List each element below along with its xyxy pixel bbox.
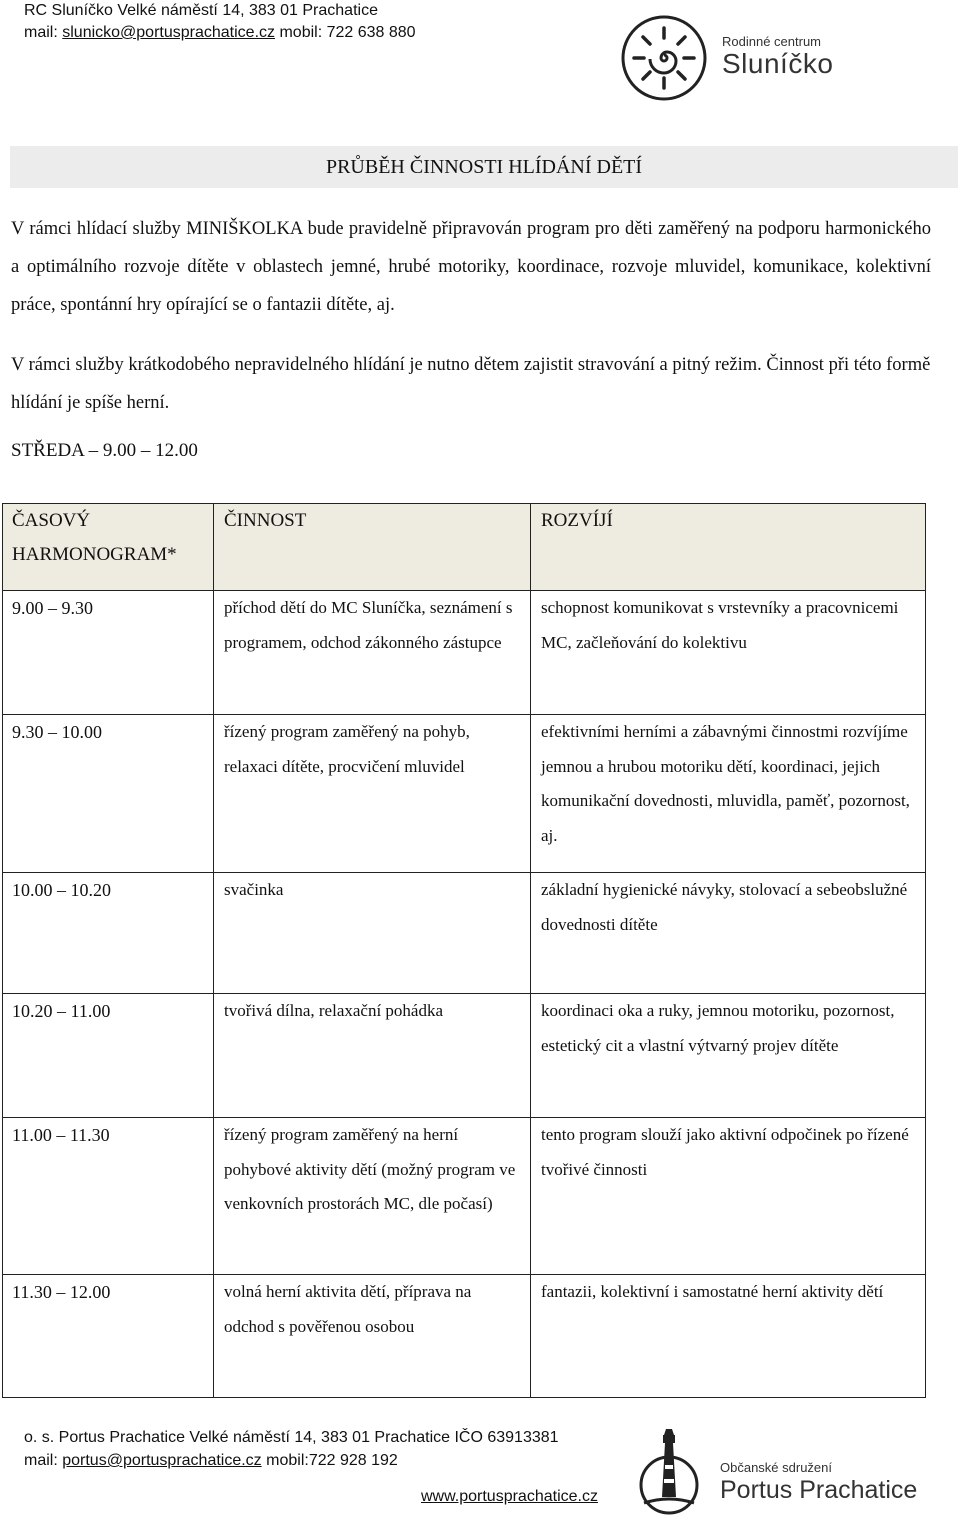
row-time: 11.00 – 11.30 — [3, 1118, 214, 1275]
row-develops: koordinaci oka a ruky, jemnou motoriku, pozornost, estetický cit a vlastní výtvarný projev dítěte — [531, 994, 926, 1118]
footer-contact — [24, 1426, 559, 1472]
row-activity: příchod dětí do MC Sluníčka, seznámení s programem, odchod zákonného zástupce — [214, 591, 531, 715]
header-logo-small: Rodinné centrum — [722, 34, 821, 49]
header-contact — [24, 0, 416, 44]
header-mail-label: mail: — [24, 24, 63, 41]
footer-mail-link[interactable]: portus@portusprachatice.cz — [62, 1452, 262, 1469]
footer-web-link[interactable]: www.portusprachatice.cz — [421, 1488, 598, 1505]
row-time: 9.00 – 9.30 — [3, 591, 214, 715]
header-time: ČASOVÝ HARMONOGRAM* — [3, 504, 214, 591]
intro-paragraph: V rámci hlídací služby MINIŠKOLKA bude pravidelně připravován program pro děti zaměřený na podporu harmonického a optimálního rozvoje dítěte v oblastech jemné, hrubé motoriky, koordinace, rozvoje mluvidel, komunikace, kolektivní práce, spontánní hry opírající se o fantazii dítěte, aj. — [11, 219, 931, 315]
header-mobile: mobil: 722 638 880 — [275, 24, 416, 41]
row-develops: tento program slouží jako aktivní odpočinek po řízené tvořivé činnosti — [531, 1118, 926, 1275]
footer-org-line: o. s. Portus Prachatice Velké náměstí 14, 383 01 Prachatice IČO 63913381 — [24, 1429, 559, 1446]
table-row — [3, 1275, 926, 1398]
header-contact-line — [24, 22, 416, 44]
row-time: 10.00 – 10.20 — [3, 873, 214, 994]
page-title: PRŮBĚH ČINNOSTI HLÍDÁNÍ DĚTÍ — [10, 146, 958, 188]
row-develops: efektivními herními a zábavnými činnostmi rozvíjíme jemnou a hrubou motoriku dětí, koordinaci, jejich komunikační dovednosti, mluvidla, paměť, pozornost, aj. — [531, 715, 926, 873]
table-row — [3, 1118, 926, 1275]
row-time: 11.30 – 12.00 — [3, 1275, 214, 1398]
day-heading: STŘEDA – 9.00 – 12.00 — [11, 440, 198, 461]
footer-logo-text — [720, 1460, 917, 1505]
row-time: 9.30 – 10.00 — [3, 715, 214, 873]
header-activity: ČINNOST — [214, 504, 531, 591]
schedule-table — [2, 503, 926, 1398]
header-org-line: RC Sluníčko Velké náměstí 14, 383 01 Prachatice — [24, 2, 378, 19]
row-develops: fantazii, kolektivní i samostatné herní aktivity dětí — [531, 1275, 926, 1398]
footer-logo-large: Portus Prachatice — [720, 1476, 918, 1504]
footer-mobile: mobil:722 928 192 — [261, 1452, 398, 1469]
row-activity: volná herní aktivita dětí, příprava na odchod s pověřenou osobou — [214, 1275, 531, 1398]
header-develops: ROZVÍJÍ — [531, 504, 926, 591]
footer-contact-line — [24, 1449, 559, 1472]
table-row — [3, 994, 926, 1118]
header-logo-large: Sluníčko — [722, 48, 834, 79]
row-activity: řízený program zaměřený na herní pohybové aktivity dětí (možný program ve venkovních prostorách MC, dle počasí) — [214, 1118, 531, 1275]
row-develops: základní hygienické návyky, stolovací a sebeobslužné dovednosti dítěte — [531, 873, 926, 994]
table-header-row — [3, 504, 926, 591]
row-activity: tvořivá dílna, relaxační pohádka — [214, 994, 531, 1118]
header-mail-link[interactable]: slunicko@portusprachatice.cz — [62, 24, 276, 41]
table-row — [3, 591, 926, 715]
row-time: 10.20 – 11.00 — [3, 994, 214, 1118]
row-develops: schopnost komunikovat s vrstevníky a pracovnicemi MC, začleňování do kolektivu — [531, 591, 926, 715]
header-logo-text — [722, 34, 833, 79]
table-row — [3, 873, 926, 994]
table-row — [3, 715, 926, 873]
lighthouse-logo-icon — [636, 1425, 702, 1517]
row-activity: svačinka — [214, 873, 531, 994]
sun-logo-icon — [620, 14, 708, 102]
footer-mail-label: mail: — [24, 1452, 63, 1469]
footer-logo-small: Občanské sdružení — [720, 1460, 833, 1475]
row-activity: řízený program zaměřený na pohyb, relaxaci dítěte, procvičení mluvidel — [214, 715, 531, 873]
note-paragraph: V rámci služby krátkodobého nepravidelného hlídání je nutno dětem zajistit stravování a pitný režim. Činnost při této formě hlídání je spíše herní. — [11, 355, 931, 413]
